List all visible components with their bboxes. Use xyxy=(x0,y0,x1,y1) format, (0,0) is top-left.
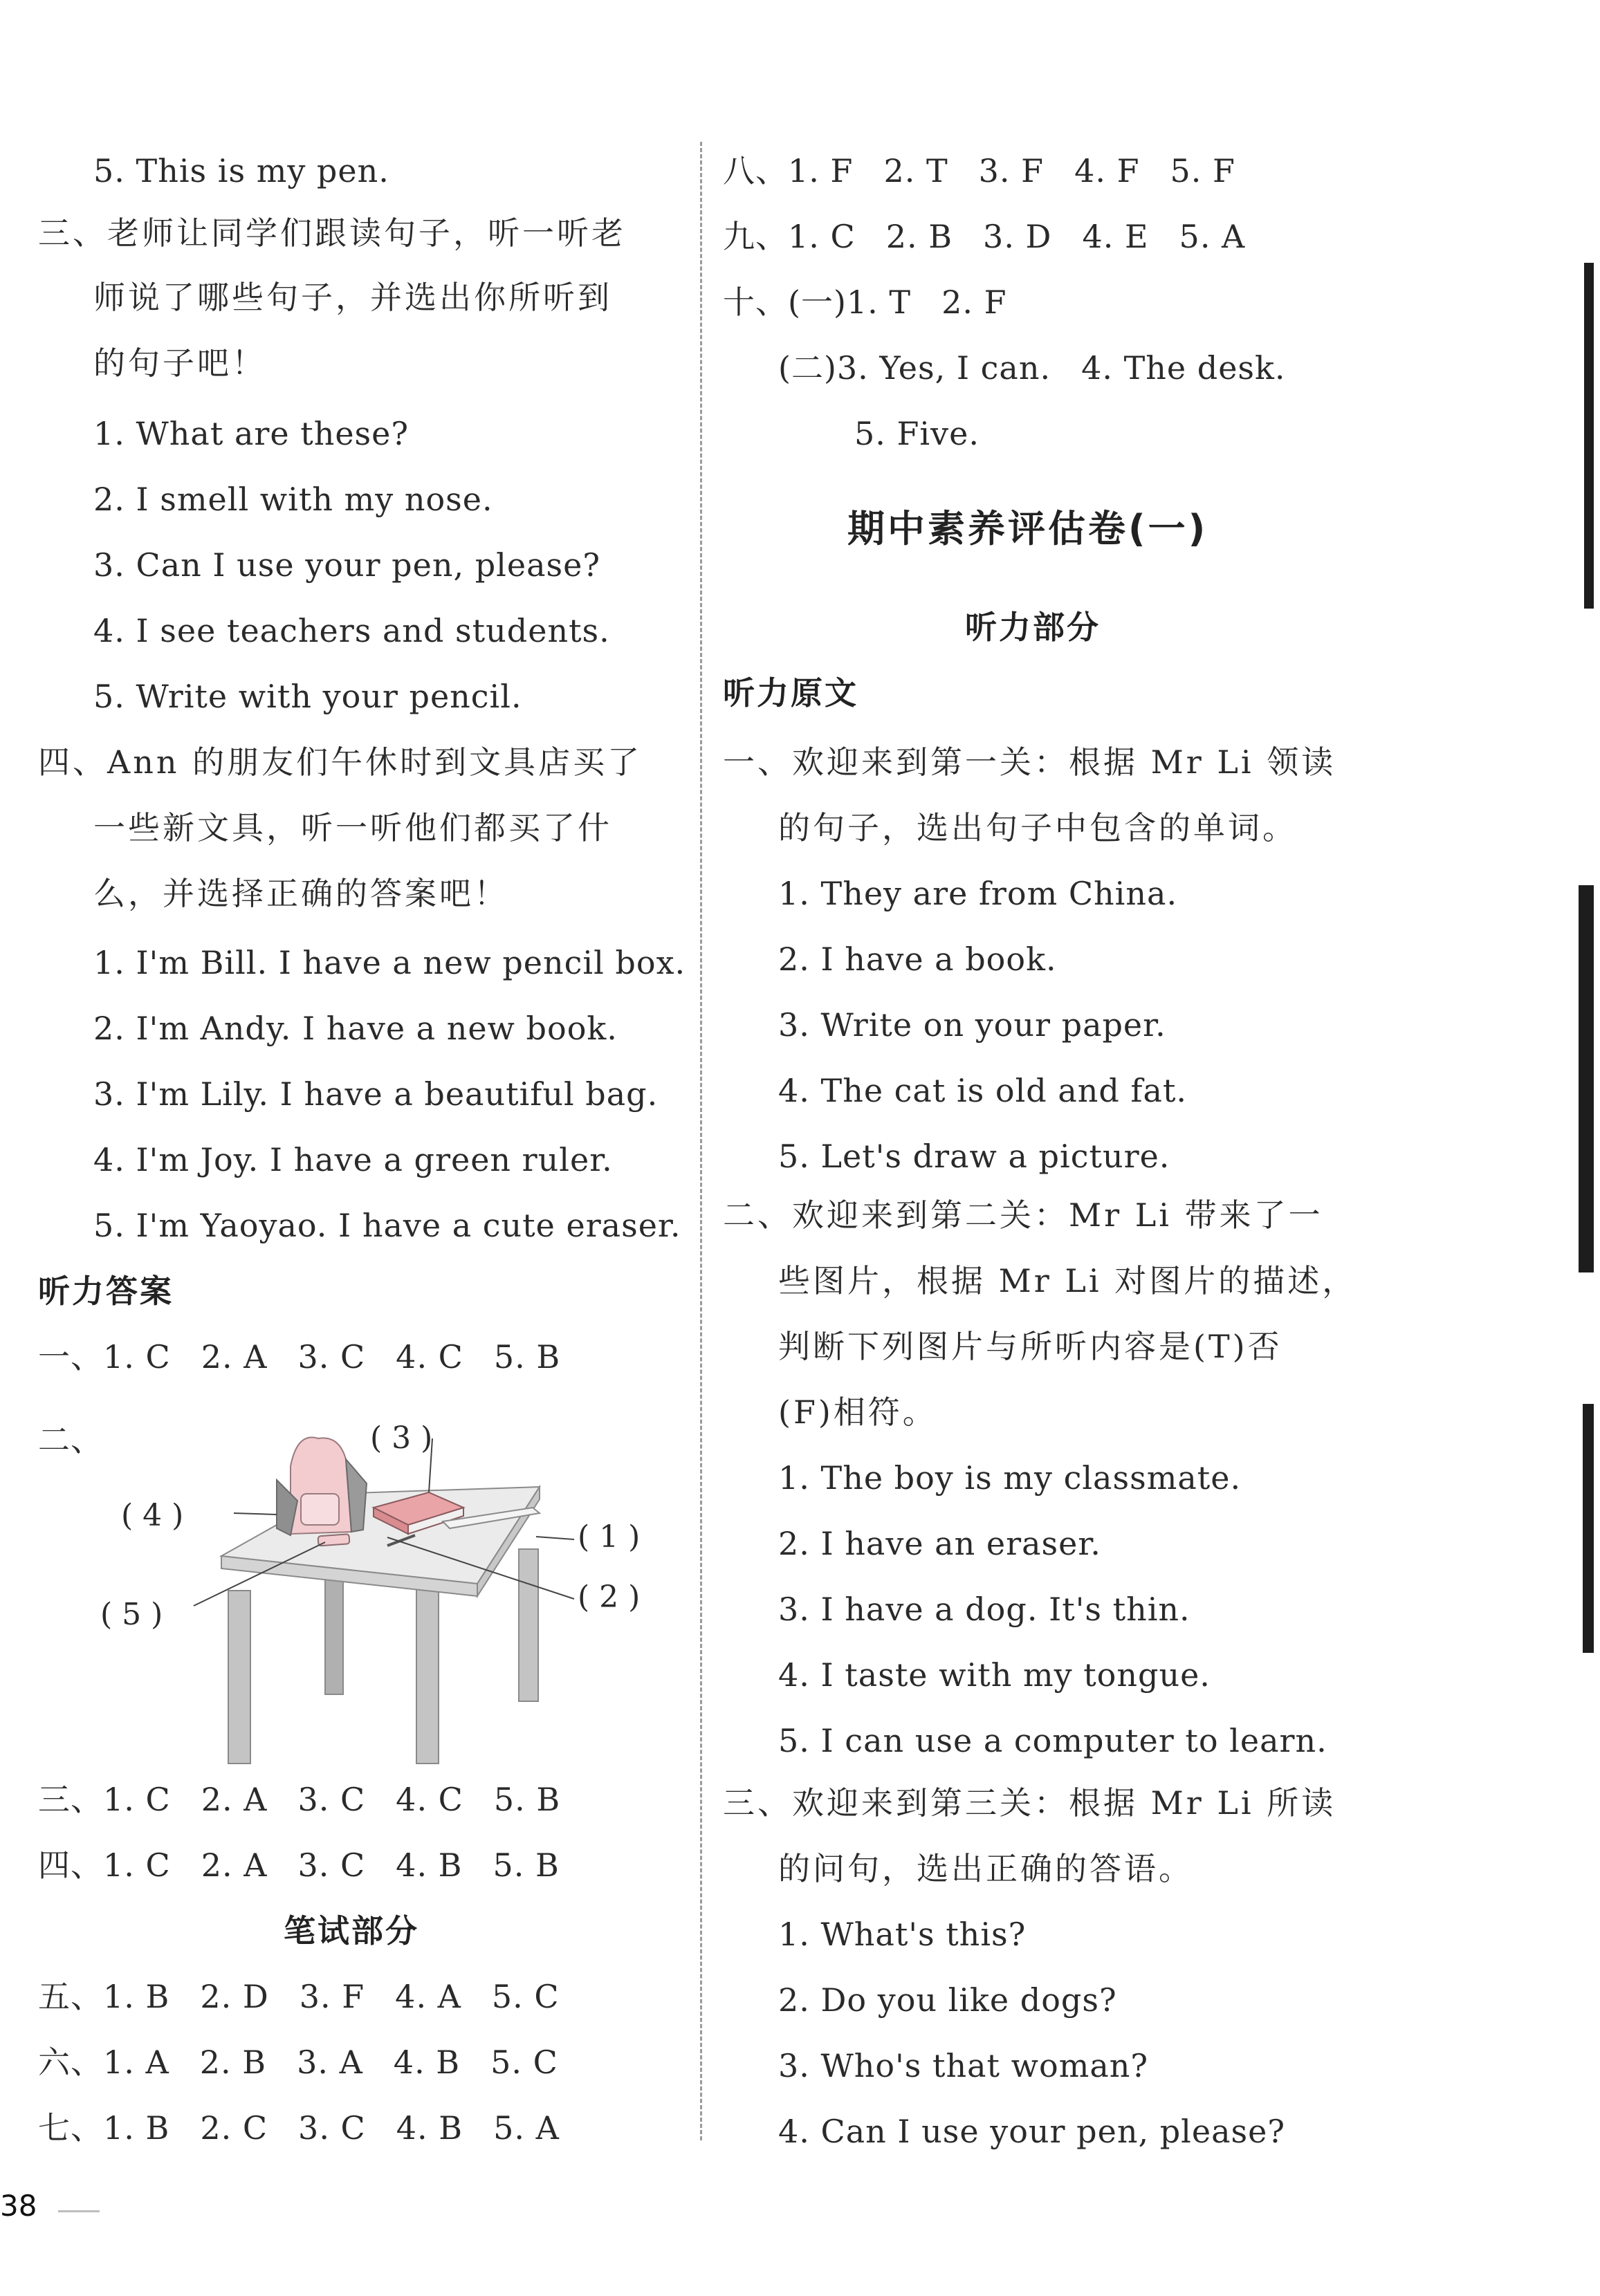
answer-row-10b xyxy=(778,347,1316,389)
answer-row-5 xyxy=(38,1976,590,2017)
answer: 1. C xyxy=(788,218,856,255)
answer: 1. C xyxy=(103,1781,171,1818)
answer: 1. A xyxy=(103,2044,169,2081)
s1-instruction-line-1: 一、欢迎来到第一关：根据 Mr Li 领读 xyxy=(723,743,1336,781)
answer: 3. C xyxy=(298,2109,366,2147)
answer-row-5-prefix: 五、 xyxy=(38,1978,103,2015)
page-number-rule xyxy=(58,2210,100,2212)
answer: 4. F xyxy=(1074,152,1140,189)
s2-item-2: 2. I have an eraser. xyxy=(778,1525,1101,1562)
answer: 2. C xyxy=(200,2109,268,2147)
answer: 2. A xyxy=(201,1338,268,1376)
answer-row-8-prefix: 八、 xyxy=(723,152,788,189)
s2-instruction-line-4: (F)相符。 xyxy=(778,1394,937,1431)
answer: 2. A xyxy=(201,1846,268,1884)
answer-row-7-prefix: 七、 xyxy=(38,2109,103,2147)
answer: 1. F xyxy=(788,152,854,189)
answer-row-10c: 5. Five. xyxy=(854,415,980,452)
answer: 3. Yes, I can. xyxy=(836,349,1051,387)
figure-label-1: ( 1 ) xyxy=(578,1519,641,1555)
scan-edge-mark xyxy=(1583,1404,1594,1653)
answer: 3. A xyxy=(297,2044,363,2081)
q3-item-2: 2. I smell with my nose. xyxy=(93,481,493,518)
s3-instruction-line-2: 的问句，选出正确的答语。 xyxy=(778,1850,1193,1887)
column-divider xyxy=(700,142,702,2140)
written-section-heading: 笔试部分 xyxy=(284,1912,419,1950)
scan-edge-mark xyxy=(1584,263,1594,609)
answer: 2. F xyxy=(941,284,1007,321)
s3-instruction-line-1: 三、欢迎来到第三关：根据 Mr Li 所读 xyxy=(723,1784,1336,1822)
answer: 4. A xyxy=(395,1978,461,2015)
answer: 2. T xyxy=(883,152,948,189)
answer: 5. C xyxy=(491,1978,560,2015)
answer: 1. C xyxy=(103,1846,171,1884)
answer-row-8 xyxy=(723,150,1266,192)
s1-item-2: 2. I have a book. xyxy=(778,941,1057,978)
answer-row-1 xyxy=(38,1336,591,1378)
answer: 3. C xyxy=(297,1338,366,1376)
q4-item-5: 5. I'm Yaoyao. I have a cute eraser. xyxy=(93,1207,681,1244)
s3-item-4: 4. Can I use your pen, please? xyxy=(778,2113,1286,2150)
answer-row-10b-prefix: (二) xyxy=(778,349,837,387)
figure-label-2: ( 2 ) xyxy=(578,1580,641,1615)
answer: 5. B xyxy=(493,1338,561,1376)
answer: 2. A xyxy=(201,1781,268,1818)
answer: 5. B xyxy=(493,1781,561,1818)
listening-section-heading: 听力部分 xyxy=(965,609,1101,646)
listening-script-heading: 听力原文 xyxy=(723,674,858,712)
scan-edge-mark xyxy=(1579,885,1594,1272)
exam-title: 期中素养评估卷(一) xyxy=(847,507,1208,550)
answer: 1. B xyxy=(103,1978,170,2015)
page-number: 38 xyxy=(0,2189,37,2223)
answer-row-4 xyxy=(38,1844,590,1886)
s1-item-1: 1. They are from China. xyxy=(778,875,1178,912)
s2-item-4: 4. I taste with my tongue. xyxy=(778,1656,1211,1694)
answer-row-6-prefix: 六、 xyxy=(38,2044,103,2081)
answer: 5. B xyxy=(493,1846,560,1884)
answer: 5. C xyxy=(490,2044,558,2081)
answer-row-6 xyxy=(38,2042,589,2083)
s2-instruction-line-3: 判断下列图片与所听内容是(T)否 xyxy=(778,1328,1282,1365)
answer: 4. C xyxy=(396,1338,463,1376)
s1-item-5: 5. Let's draw a picture. xyxy=(778,1138,1170,1175)
s2-instruction-line-1: 二、欢迎来到第二关：Mr Li 带来了一 xyxy=(723,1196,1323,1234)
answer-row-9 xyxy=(723,216,1276,257)
s2-instruction-line-2: 些图片，根据 Mr Li 对图片的描述， xyxy=(778,1262,1357,1299)
q4-instruction-line-2: 一些新文具，听一听他们都买了什 xyxy=(93,809,612,846)
answer: 3. F xyxy=(978,152,1045,189)
q3-instruction-line-2: 师说了哪些句子，并选出你所听到 xyxy=(93,279,612,316)
s1-item-4: 4. The cat is old and fat. xyxy=(778,1072,1188,1109)
answer-row-2-prefix: 二、 xyxy=(38,1421,103,1459)
answer-row-9-prefix: 九、 xyxy=(723,218,788,255)
answer-row-3 xyxy=(38,1779,591,1820)
s3-item-1: 1. What's this? xyxy=(778,1916,1027,1953)
q3-item-1: 1. What are these? xyxy=(93,415,410,452)
q4-item-2: 2. I'm Andy. I have a new book. xyxy=(93,1010,618,1047)
answer: 2. B xyxy=(199,2044,267,2081)
answer: 4. B xyxy=(396,1846,463,1884)
q3-instruction-line-3: 的句子吧！ xyxy=(93,344,266,382)
q3-item-3: 3. Can I use your pen, please? xyxy=(93,546,601,584)
answer: 5. A xyxy=(1179,218,1246,255)
q3-item-5: 5. Write with your pencil. xyxy=(93,678,522,715)
q4-item-4: 4. I'm Joy. I have a green ruler. xyxy=(93,1141,613,1178)
answer: 3. C xyxy=(297,1846,366,1884)
s1-instruction-line-2: 的句子，选出句子中包含的单词。 xyxy=(778,809,1297,846)
answer-row-3-prefix: 三、 xyxy=(38,1781,103,1818)
answer: 1. T xyxy=(846,284,912,321)
listening-answers-heading: 听力答案 xyxy=(38,1272,174,1310)
s2-item-1: 1. The boy is my classmate. xyxy=(778,1459,1242,1497)
answer-row-7 xyxy=(38,2107,590,2149)
answer: 4. B xyxy=(393,2044,461,2081)
answer: 4. C xyxy=(396,1781,463,1818)
s2-item-5: 5. I can use a computer to learn. xyxy=(778,1722,1327,1759)
answer: 4. E xyxy=(1082,218,1149,255)
answer: 2. D xyxy=(200,1978,269,2015)
answer: 1. C xyxy=(103,1338,171,1376)
answer: 4. B xyxy=(396,2109,463,2147)
s3-item-2: 2. Do you like dogs? xyxy=(778,1981,1117,2019)
q4-instruction-line-3: 么，并选择正确的答案吧！ xyxy=(93,875,508,912)
s3-item-3: 3. Who's that woman? xyxy=(778,2047,1149,2084)
s2-item-3: 3. I have a dog. It's thin. xyxy=(778,1591,1190,1628)
answer: 3. C xyxy=(297,1781,366,1818)
answer: 2. B xyxy=(885,218,953,255)
answer-row-1-prefix: 一、 xyxy=(38,1338,103,1376)
q2-item-5: 5. This is my pen. xyxy=(93,152,389,189)
answer: 5. A xyxy=(493,2109,560,2147)
answer-row-10-prefix: 十、(一) xyxy=(723,284,847,321)
answer: 1. B xyxy=(103,2109,170,2147)
figure-label-5: ( 5 ) xyxy=(100,1597,163,1632)
answer: 4. The desk. xyxy=(1081,349,1286,387)
figure-label-3: ( 3 ) xyxy=(370,1420,433,1456)
s1-item-3: 3. Write on your paper. xyxy=(778,1006,1166,1044)
q4-instruction-line-1: 四、Ann 的朋友们午休时到文具店买了 xyxy=(38,743,643,781)
answer: 3. D xyxy=(983,218,1052,255)
q4-item-3: 3. I'm Lily. I have a beautiful bag. xyxy=(93,1075,659,1113)
q4-item-1: 1. I'm Bill. I have a new pencil box. xyxy=(93,944,686,981)
answer: 3. F xyxy=(299,1978,365,2015)
answer: 5. F xyxy=(1170,152,1235,189)
answer-row-4-prefix: 四、 xyxy=(38,1846,103,1884)
q3-item-4: 4. I see teachers and students. xyxy=(93,612,610,649)
q3-instruction-line-1: 三、老师让同学们跟读句子，听一听老 xyxy=(38,214,626,252)
answer-row-10 xyxy=(723,281,1038,323)
figure-label-4: ( 4 ) xyxy=(121,1498,184,1533)
